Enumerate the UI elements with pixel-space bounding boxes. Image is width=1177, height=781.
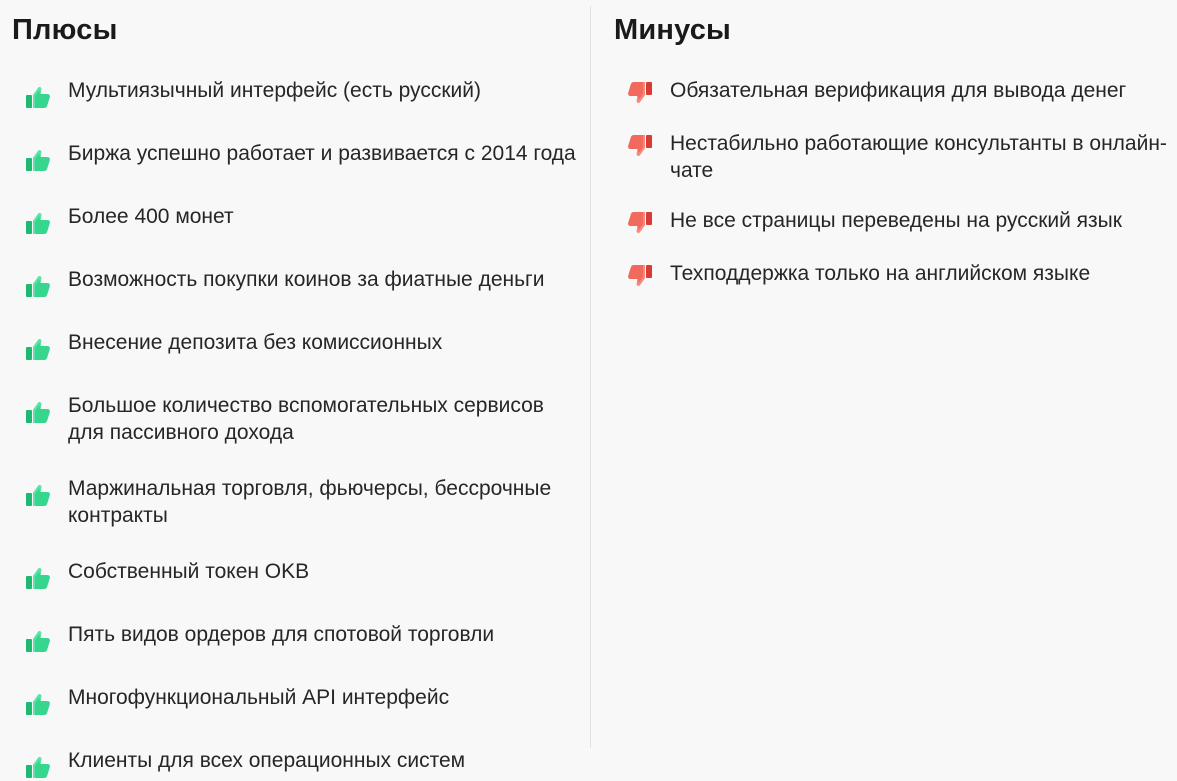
thumbs-down-icon (626, 132, 654, 160)
pros-item-text: Клиенты для всех операционных систем (68, 749, 466, 772)
pros-item-text: Большое количество вспомогательных сервисов для пассивного дохода (68, 394, 544, 444)
pros-item-text: Пять видов ордеров для спотовой торговли (68, 623, 495, 646)
cons-item-text: Техподдержка только на английском языке (670, 262, 1091, 285)
cons-item-text: Нестабильно работающие консультанты в онлайн-чате (670, 132, 1167, 182)
thumbs-down-icon (626, 209, 654, 237)
cons-heading: Минусы (614, 14, 732, 46)
pros-item-text: Внесение депозита без комиссионных (68, 331, 443, 354)
cons-item-text: Не все страницы переведены на русский язык (670, 209, 1122, 232)
cons-list-item (626, 130, 1171, 184)
cons-list-item (626, 207, 1171, 237)
cons-list (626, 77, 1171, 290)
thumbs-down-icon (626, 262, 654, 290)
thumbs-down-icon (626, 79, 654, 107)
pros-item-text: Многофункциональный API интерфейс (68, 686, 450, 709)
pros-item-text: Мультиязычный интерфейс (есть русский) (68, 79, 481, 102)
pros-item-text: Собственный токен OKB (68, 560, 310, 583)
pros-item-text: Маржинальная торговля, фьючерсы, бессрочные контракты (68, 477, 552, 527)
pros-item-text: Возможность покупки коинов за фиатные деньги (68, 268, 545, 291)
cons-item-text: Обязательная верификация для вывода денег (670, 79, 1127, 102)
cons-list-item (626, 77, 1171, 107)
cons-list-item (626, 260, 1171, 290)
pros-item-text: Биржа успешно работает и развивается с 2014 года (68, 142, 576, 165)
pros-item-text: Более 400 монет (68, 205, 234, 228)
pros-heading: Плюсы (12, 14, 118, 46)
